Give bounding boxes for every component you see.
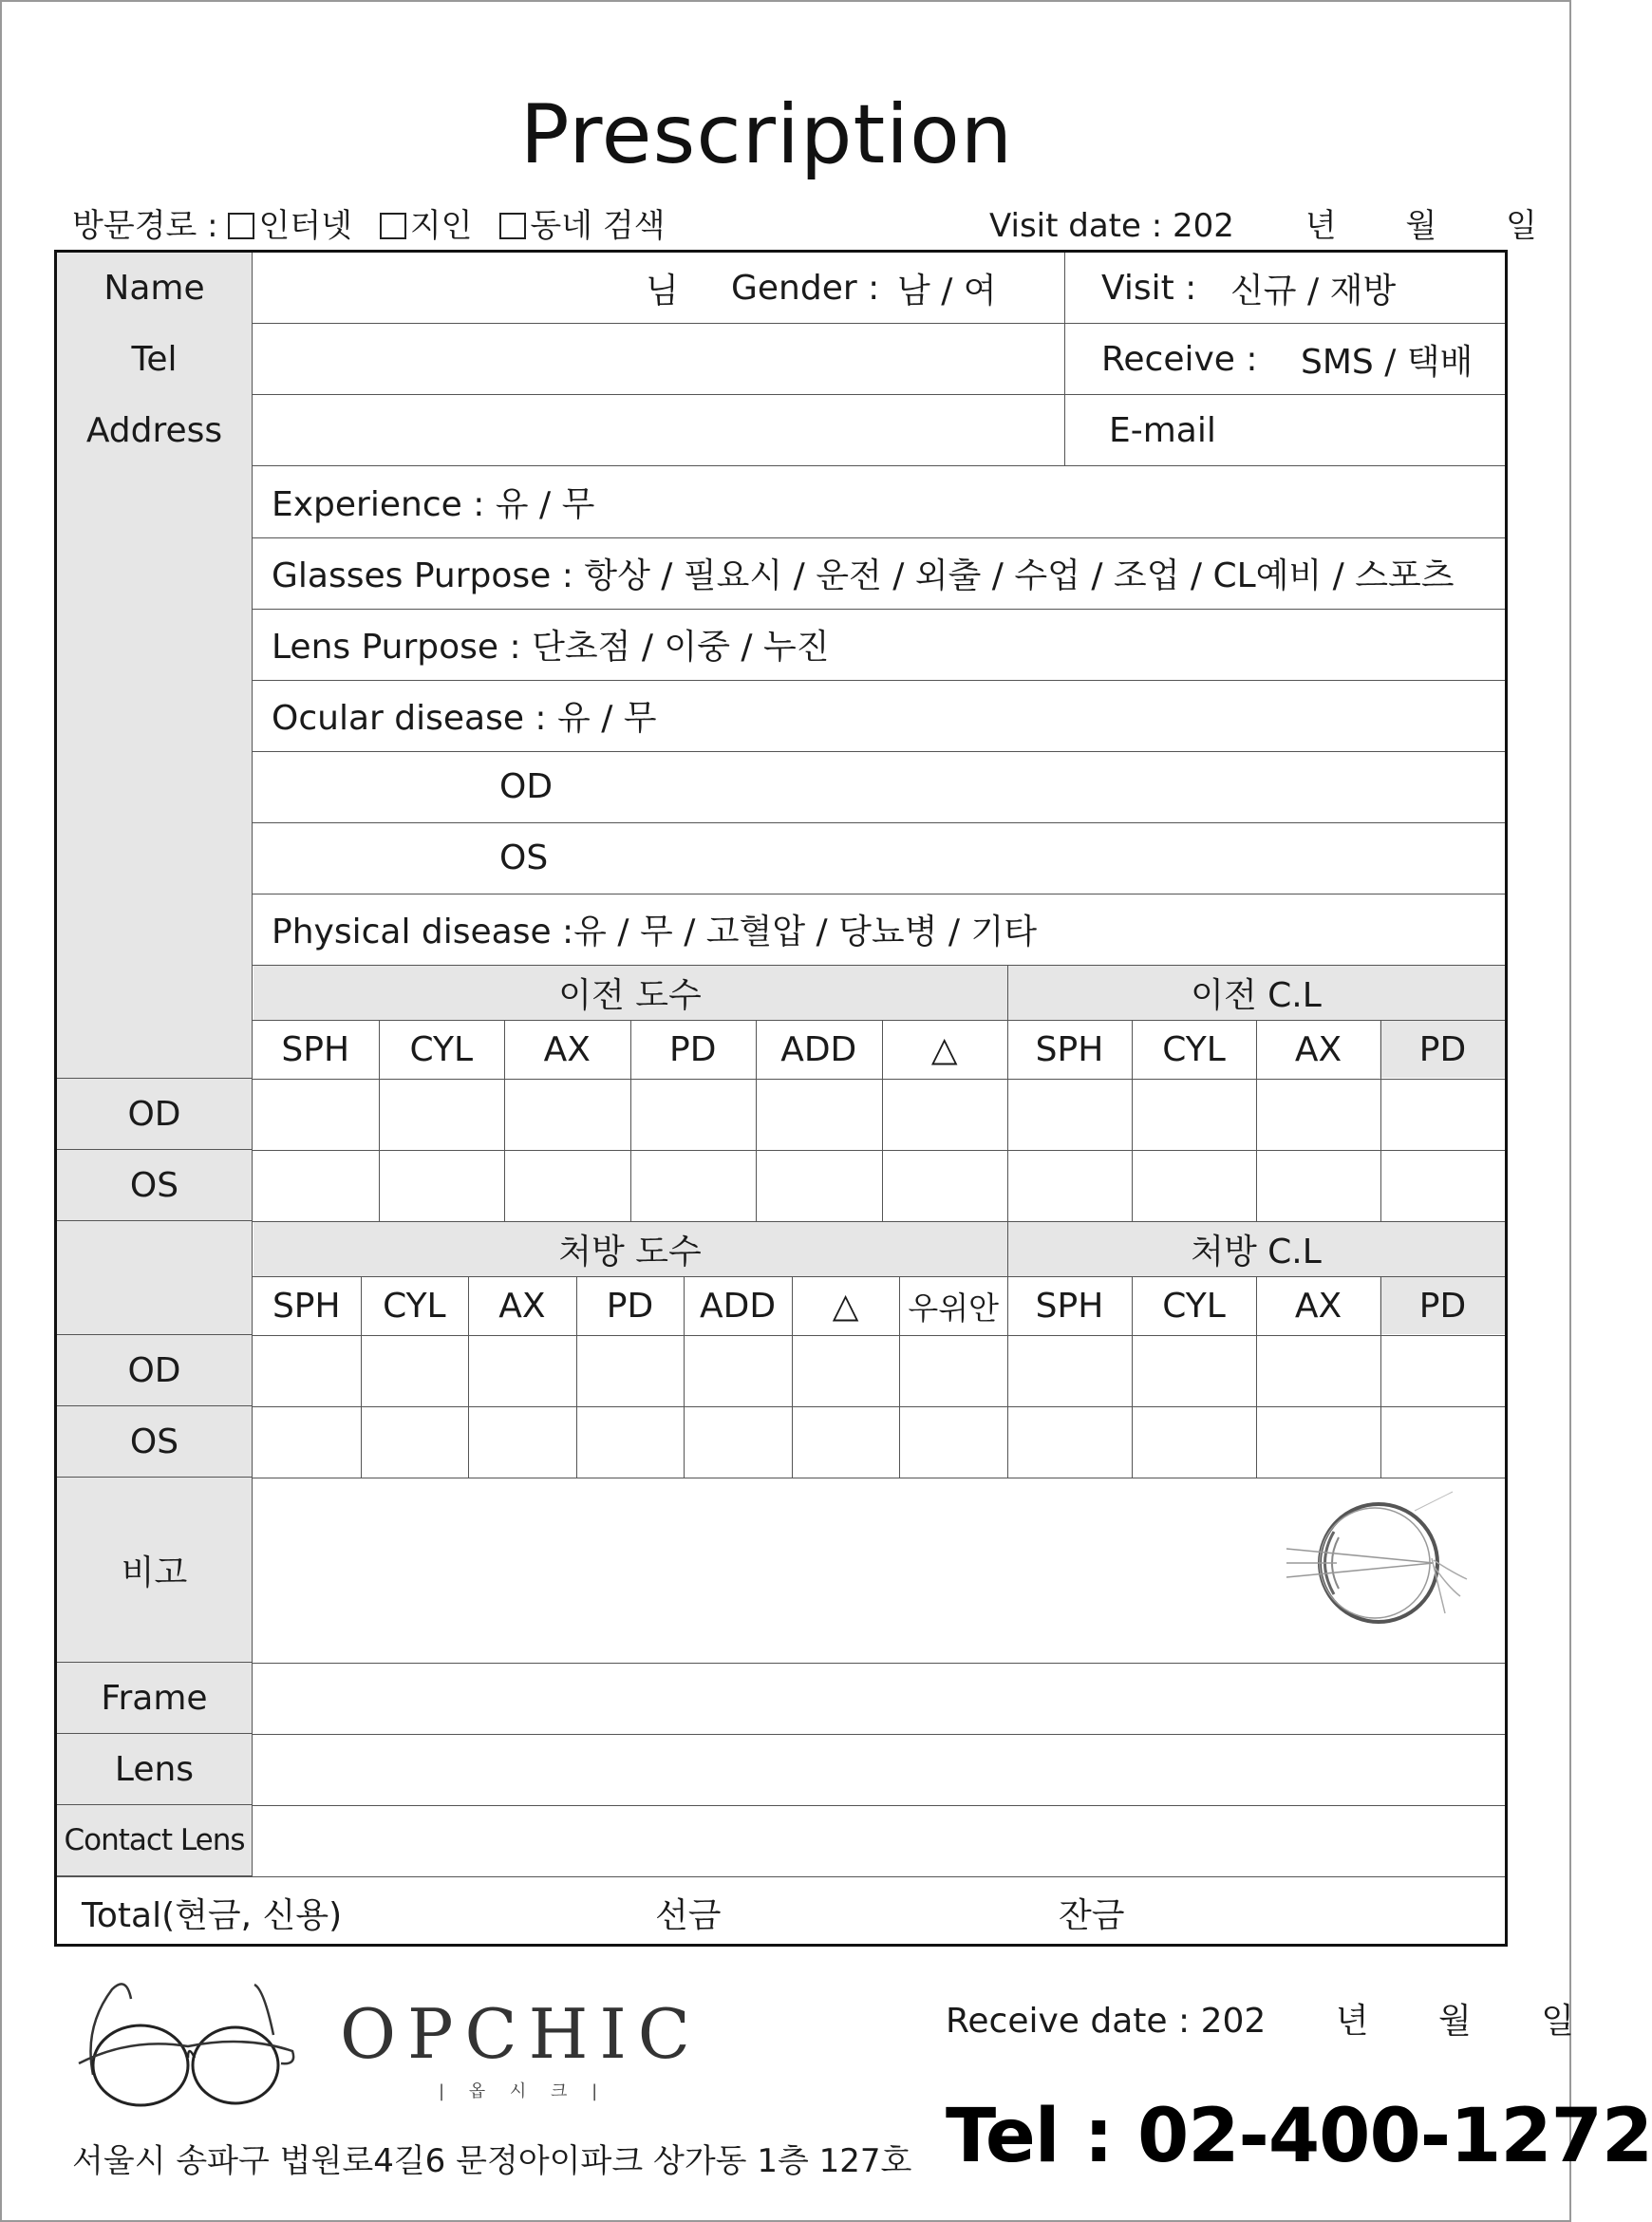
visit-date-year-unit: 년	[1305, 207, 1337, 245]
divider	[57, 1876, 1505, 1877]
rx-os-cell[interactable]	[1380, 1406, 1505, 1478]
rx-col-power-1-header: CYL	[383, 1286, 446, 1326]
visit-date-day-unit: 일	[1506, 207, 1537, 245]
rx-od-cell[interactable]	[899, 1335, 1007, 1406]
prev-col-power-2-header: AX	[543, 1029, 591, 1069]
page-title: Prescription	[519, 87, 1014, 182]
rx-col-power-2-header: AX	[498, 1286, 546, 1326]
prev-od-cell[interactable]	[504, 1079, 630, 1150]
prev-od-cell[interactable]	[253, 1079, 379, 1150]
rx-col-cl-3-header: PD	[1418, 1286, 1467, 1326]
receive-options[interactable]: SMS / 택배	[1301, 343, 1474, 382]
visit-date	[989, 199, 1537, 246]
rx-os-cell[interactable]	[899, 1406, 1007, 1478]
prev-od-label: OD	[57, 1079, 253, 1150]
prescription-form	[54, 250, 1508, 1947]
physical-disease-row[interactable]: Physical disease :유 / 무 / 고혈압 / 당뇨병 / 기타	[272, 913, 1038, 951]
prev-os-cell[interactable]	[1007, 1150, 1132, 1221]
visit-date-label: Visit date : 202	[989, 207, 1234, 245]
visit-options[interactable]: 신규 / 재방	[1230, 272, 1397, 311]
rx-col-power-4-header: ADD	[700, 1286, 777, 1326]
gender-options[interactable]: 남 / 여	[897, 272, 997, 311]
lens-purpose-row[interactable]: Lens Purpose : 단초점 / 이중 / 누진	[272, 628, 830, 667]
gender-label: Gender :	[731, 269, 880, 308]
divider	[253, 751, 1505, 752]
rx-od-cell[interactable]	[361, 1335, 469, 1406]
address-field[interactable]	[256, 395, 1059, 466]
prev-os-cell[interactable]	[1380, 1150, 1505, 1221]
experience-row[interactable]: Experience : 유 / 무	[272, 485, 595, 524]
visit-route	[72, 199, 683, 246]
notes-label: 비고	[57, 1478, 253, 1663]
notes-field[interactable]	[256, 1479, 1301, 1660]
contact-lens-field[interactable]	[256, 1806, 1500, 1875]
frame-label: Frame	[57, 1663, 253, 1734]
rx-col-cl-1-header: CYL	[1162, 1286, 1226, 1326]
rx-od-cell[interactable]	[1380, 1335, 1505, 1406]
rx-os-cell[interactable]	[361, 1406, 469, 1478]
prev-col-power-5-header: △	[930, 1029, 958, 1069]
prev-od-cell[interactable]	[379, 1079, 505, 1150]
prev-os-cell[interactable]	[504, 1150, 630, 1221]
rx-od-cell[interactable]	[468, 1335, 576, 1406]
total-label: Total(현금, 신용)	[82, 1896, 343, 1935]
prev-od-cell[interactable]	[1256, 1079, 1380, 1150]
lens-label: Lens	[57, 1734, 253, 1805]
address-label: Address	[57, 395, 253, 466]
rx-od-cell[interactable]	[253, 1335, 361, 1406]
prev-os-cell[interactable]	[253, 1150, 379, 1221]
checkbox-icon[interactable]	[228, 213, 254, 239]
rx-col-cl-0-header: SPH	[1035, 1286, 1104, 1326]
receive-date-month-unit: 월	[1437, 2002, 1472, 2041]
prev-od-cell[interactable]	[1132, 1079, 1256, 1150]
eye-diagram-icon	[1282, 1492, 1472, 1644]
rx-od-cell[interactable]	[1007, 1335, 1132, 1406]
rx-od-label: OD	[57, 1335, 253, 1406]
deposit-label: 선금	[655, 1896, 722, 1935]
lens-field[interactable]	[256, 1735, 1500, 1804]
prev-col-power-1-header: CYL	[409, 1029, 474, 1069]
brand-subtitle: | 옵 시 크 |	[439, 2081, 608, 2101]
ocular-od-label: OD	[499, 767, 554, 806]
rx-col-power-0-header: SPH	[272, 1286, 341, 1326]
receive-date-label: Receive date : 202	[946, 2002, 1267, 2041]
prev-col-power-3-header: PD	[669, 1029, 717, 1069]
ocular-os-label: OS	[499, 838, 549, 877]
name-suffix: 님	[646, 272, 679, 311]
store-address: 서울시 송파구 법원로4길6 문정아이파크 상가동 1층 127호	[72, 2142, 912, 2180]
brand-logo-text: OPCHIC	[340, 1994, 702, 2074]
rx-os-cell[interactable]	[253, 1406, 361, 1478]
rx-os-cell[interactable]	[1007, 1406, 1132, 1478]
prev-col-cl-0-header: SPH	[1035, 1029, 1104, 1069]
rx-os-cell[interactable]	[468, 1406, 576, 1478]
rx-col-power-5-header: △	[832, 1286, 859, 1326]
tel-field[interactable]	[256, 324, 1059, 395]
checkbox-icon[interactable]	[380, 213, 406, 239]
prev-os-cell[interactable]	[630, 1150, 757, 1221]
tel-label: Tel	[57, 324, 253, 395]
rx-os-cell[interactable]	[576, 1406, 685, 1478]
prev-cl-title: 이전 C.L	[1191, 976, 1322, 1015]
prev-os-cell[interactable]	[756, 1150, 882, 1221]
checkbox-icon[interactable]	[499, 213, 526, 239]
prev-od-cell[interactable]	[1380, 1079, 1505, 1150]
rx-power-title: 처방 도수	[558, 1233, 702, 1271]
ocular-disease-row[interactable]: Ocular disease : 유 / 무	[272, 699, 657, 738]
prev-power-title: 이전 도수	[558, 976, 702, 1015]
receive-date-year-unit: 년	[1335, 2002, 1369, 2041]
store-tel: Tel : 02-400-1272	[946, 2094, 1652, 2179]
prev-col-power-0-header: SPH	[281, 1029, 350, 1069]
name-label: Name	[57, 253, 253, 324]
contact-lens-label: Contact Lens	[57, 1805, 253, 1876]
receive-label: Receive :	[1101, 340, 1258, 379]
route-option-internet[interactable]: 인터넷	[228, 207, 352, 245]
email-label: E-mail	[1109, 411, 1216, 450]
prev-col-power-4-header: ADD	[780, 1029, 857, 1069]
prev-col-cl-1-header: CYL	[1162, 1029, 1226, 1069]
route-option-acquaintance[interactable]: 지인	[380, 207, 473, 245]
visit-label: Visit :	[1101, 269, 1197, 308]
prev-od-cell[interactable]	[756, 1079, 882, 1150]
rx-col-cl-2-header: AX	[1294, 1286, 1342, 1326]
name-field[interactable]	[256, 253, 636, 324]
rx-col-power-6-header: 우위안	[908, 1289, 1000, 1327]
prev-os-cell[interactable]	[1256, 1150, 1380, 1221]
frame-field[interactable]	[256, 1664, 1500, 1733]
prev-os-cell[interactable]	[1132, 1150, 1256, 1221]
receive-date	[946, 1994, 1574, 2043]
prev-col-cl-2-header: AX	[1294, 1029, 1342, 1069]
rx-od-cell[interactable]	[1132, 1335, 1256, 1406]
rx-col-power-3-header: PD	[606, 1286, 654, 1326]
route-option-local-search[interactable]: 동네 검색	[499, 207, 665, 245]
rx-os-cell[interactable]	[1132, 1406, 1256, 1478]
rx-os-cell[interactable]	[684, 1406, 792, 1478]
prev-od-cell[interactable]	[630, 1079, 757, 1150]
prev-os-cell[interactable]	[882, 1150, 1008, 1221]
balance-label: 잔금	[1059, 1896, 1125, 1935]
prev-col-cl-3-header: PD	[1418, 1029, 1467, 1069]
visit-date-month-unit: 월	[1405, 207, 1437, 245]
visit-route-label: 방문경로 :	[72, 207, 218, 245]
divider	[253, 822, 1505, 823]
info-label-block	[57, 466, 253, 1079]
glasses-purpose-row[interactable]: Glasses Purpose : 항상 / 필요시 / 운전 / 외출 / 수업 / 조업 / CL예비 / 스포츠	[272, 556, 1455, 595]
prev-od-cell[interactable]	[882, 1079, 1008, 1150]
rx-cl-title: 처방 C.L	[1191, 1233, 1322, 1271]
receive-date-day-unit: 일	[1541, 2002, 1574, 2041]
rx-od-cell[interactable]	[792, 1335, 900, 1406]
prev-od-cell[interactable]	[1007, 1079, 1132, 1150]
glasses-logo-icon	[74, 1970, 302, 2113]
prev-os-cell[interactable]	[379, 1150, 505, 1221]
rx-os-cell[interactable]	[1256, 1406, 1380, 1478]
rx-od-cell[interactable]	[684, 1335, 792, 1406]
rx-os-cell[interactable]	[792, 1406, 900, 1478]
rx-label-block	[57, 1221, 253, 1335]
prev-os-label: OS	[57, 1150, 253, 1221]
rx-os-label: OS	[57, 1406, 253, 1478]
rx-od-cell[interactable]	[576, 1335, 685, 1406]
rx-od-cell[interactable]	[1256, 1335, 1380, 1406]
